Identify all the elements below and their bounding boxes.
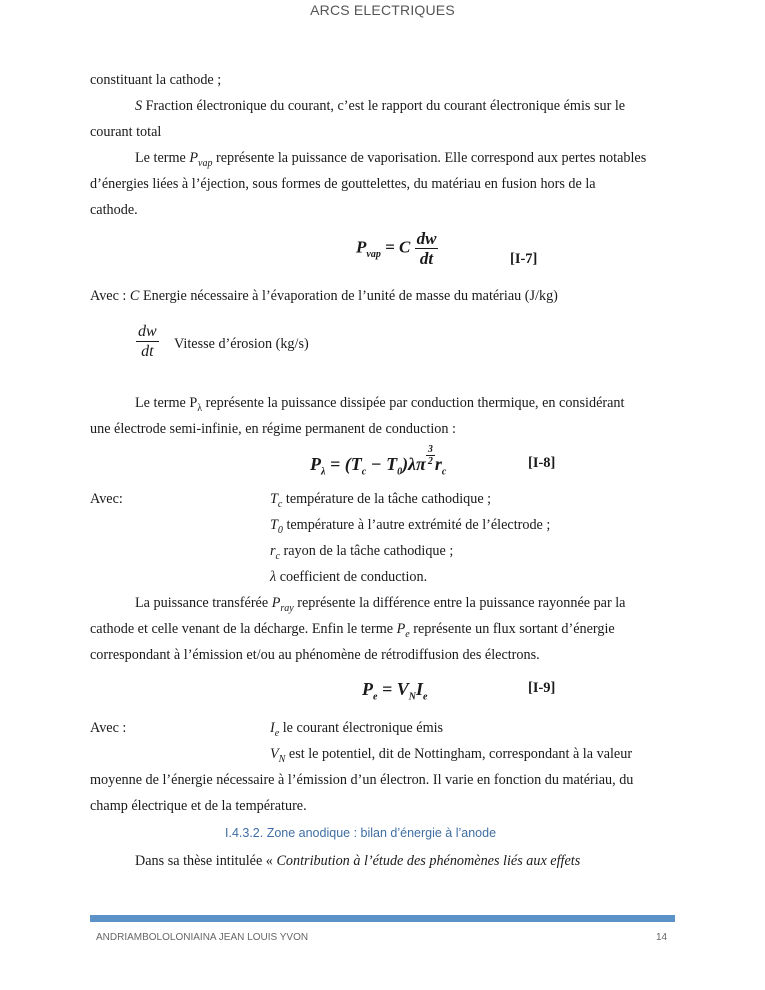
fraction-dw-dt [415, 229, 439, 268]
definition-rc [270, 542, 453, 566]
fraction-numerator: dw [138, 323, 157, 340]
thesis-title: Contribution à l’étude des phénomènes liés aux effets [276, 853, 581, 869]
text-line: correspondant à l’émission et/ou au phénomène de rétrodiffusion des électrons. [90, 647, 540, 663]
eq-symbol: I [415, 679, 423, 699]
s-definition: Fraction électronique du courant, c’est le rapport du courant électronique émis sur le [142, 98, 626, 114]
symbol-letter: P [189, 150, 199, 166]
text-fragment: représente la puissance de vaporisation. Elle correspond aux pertes notables [212, 150, 647, 166]
text-line: Vitesse d’érosion (kg/s) [174, 336, 309, 352]
text-line: champ électrique et de la température. [90, 798, 307, 814]
symbol-letter: P [271, 595, 281, 611]
equation-i8 [310, 444, 446, 493]
fraction-numerator: dw [416, 229, 437, 248]
equation-number-i9: [I-9] [528, 680, 556, 696]
text-fragment: Dans sa thèse intitulée « [135, 853, 277, 869]
symbol-s: S [135, 98, 143, 114]
symbol-pe [396, 621, 410, 640]
symbol-subscript: λ [197, 402, 203, 414]
symbol-subscript: c [275, 550, 280, 562]
text-fragment: cathode et celle venant de la décharge. Enfin le terme [90, 621, 397, 637]
definition-text: rayon de la tâche cathodique ; [279, 543, 454, 559]
eq-subscript: e [373, 691, 378, 703]
eq-subscript: 0 [397, 466, 403, 478]
avec-label: Avec : [90, 720, 127, 736]
text-fragment: Le terme P [135, 395, 198, 411]
symbol-pray [271, 595, 294, 614]
symbol-letter: I [270, 720, 275, 736]
text-fragment: représente la puissance dissipée par conduction thermique, en considérant [202, 395, 625, 411]
definition-text: température de la tâche cathodique ; [282, 491, 492, 507]
footer-author: ANDRIAMBOLOLONIAINA JEAN LOUIS YVON [96, 932, 309, 943]
equation-i7 [356, 229, 438, 268]
symbol-letter: T [270, 491, 278, 507]
eq-subscript: c [361, 466, 367, 478]
text-line [135, 97, 625, 115]
symbol-letter: r [270, 543, 276, 559]
eq-operator: = C [380, 237, 411, 257]
text-line: constituant la cathode ; [90, 72, 222, 88]
fraction-numerator: 3 [427, 444, 433, 455]
symbol-subscript: c [277, 498, 283, 510]
text-line: une électrode semi-infinie, en régime permanent de conduction : [90, 421, 456, 437]
symbol-subscript: e [274, 727, 280, 739]
eq-subscript: e [422, 691, 428, 703]
definition-vn [270, 745, 632, 769]
definition-text: coefficient de conduction. [276, 569, 428, 585]
eq-operator: = (T [325, 454, 362, 474]
text-fragment: représente un flux sortant d’énergie [409, 621, 615, 637]
text-fragment: La puissance transférée [135, 595, 272, 611]
eq-operator: − T [366, 454, 398, 474]
eq-symbol: P [356, 237, 367, 257]
text-line [135, 149, 646, 173]
eq-subscript: N [408, 691, 416, 703]
eq-symbol: r [434, 454, 442, 474]
symbol-subscript: ray [280, 602, 294, 614]
definition-t0 [270, 516, 550, 540]
symbol-letter: T [270, 517, 278, 533]
equation-number-i7: [I-7] [510, 251, 538, 267]
eq-subscript: c [441, 466, 447, 478]
eq-symbol: P [310, 454, 321, 474]
symbol-subscript: e [405, 628, 410, 640]
definition-tc [270, 490, 491, 514]
symbol-c: C [129, 288, 140, 304]
definition-lambda [270, 568, 427, 586]
fraction-dw-dt [136, 322, 159, 361]
fraction-denominator: dt [141, 343, 154, 360]
page-number: 14 [656, 932, 668, 943]
text-line [90, 620, 615, 644]
equation-i9 [362, 679, 427, 703]
symbol-pvap [189, 150, 213, 169]
definition-ie [270, 719, 443, 743]
text-line [135, 852, 580, 870]
eq-symbol: P [362, 679, 373, 699]
text-line [90, 287, 558, 305]
symbol-letter: λ [270, 569, 277, 585]
footer-divider [90, 915, 675, 922]
text-fragment: Energie nécessaire à l’évaporation de l’unité de masse du matériau (J/kg) [139, 288, 558, 304]
fraction-denominator: 2 [427, 456, 433, 467]
definition-text: température à l’autre extrémité de l’électrode ; [282, 517, 551, 533]
text-line: d’énergies liées à l’éjection, sous formes de gouttelettes, du matériau en fusion hors de la [90, 176, 596, 192]
section-heading: I.4.3.2. Zone anodique : bilan d’énergie à l’anode [225, 826, 497, 840]
text-line: courant total [90, 124, 162, 140]
eq-subscript: vap [366, 248, 381, 260]
fraction-denominator: dt [419, 249, 434, 268]
text-fragment: Avec : [90, 288, 130, 304]
text-fragment: représente la différence entre la puissance rayonnée par la [293, 595, 626, 611]
eq-subscript: λ [321, 466, 326, 478]
eq-operator: )λπ [402, 454, 426, 474]
text-fragment: Le terme [135, 150, 190, 166]
text-line: moyenne de l’énergie nécessaire à l’émission d’un électron. Il varie en fonction du matériau, du [90, 772, 634, 788]
equation-number-i8: [I-8] [528, 455, 556, 471]
text-line [135, 394, 624, 418]
symbol-subscript: N [278, 753, 286, 765]
text-line [135, 594, 625, 618]
fraction-vitesse [136, 322, 159, 361]
symbol-subscript: vap [198, 157, 213, 169]
symbol-letter: P [396, 621, 406, 637]
text-line: cathode. [90, 202, 138, 218]
definition-text: le courant électronique émis [279, 720, 444, 736]
definition-text: est le potentiel, dit de Nottingham, correspondant à la valeur [285, 746, 633, 762]
symbol-subscript: 0 [277, 524, 283, 536]
symbol-letter: V [270, 746, 279, 762]
page-header-title: ARCS ELECTRIQUES [310, 2, 455, 18]
exponent-fraction [426, 444, 435, 467]
eq-operator: = V [377, 679, 409, 699]
avec-label: Avec: [90, 491, 123, 507]
